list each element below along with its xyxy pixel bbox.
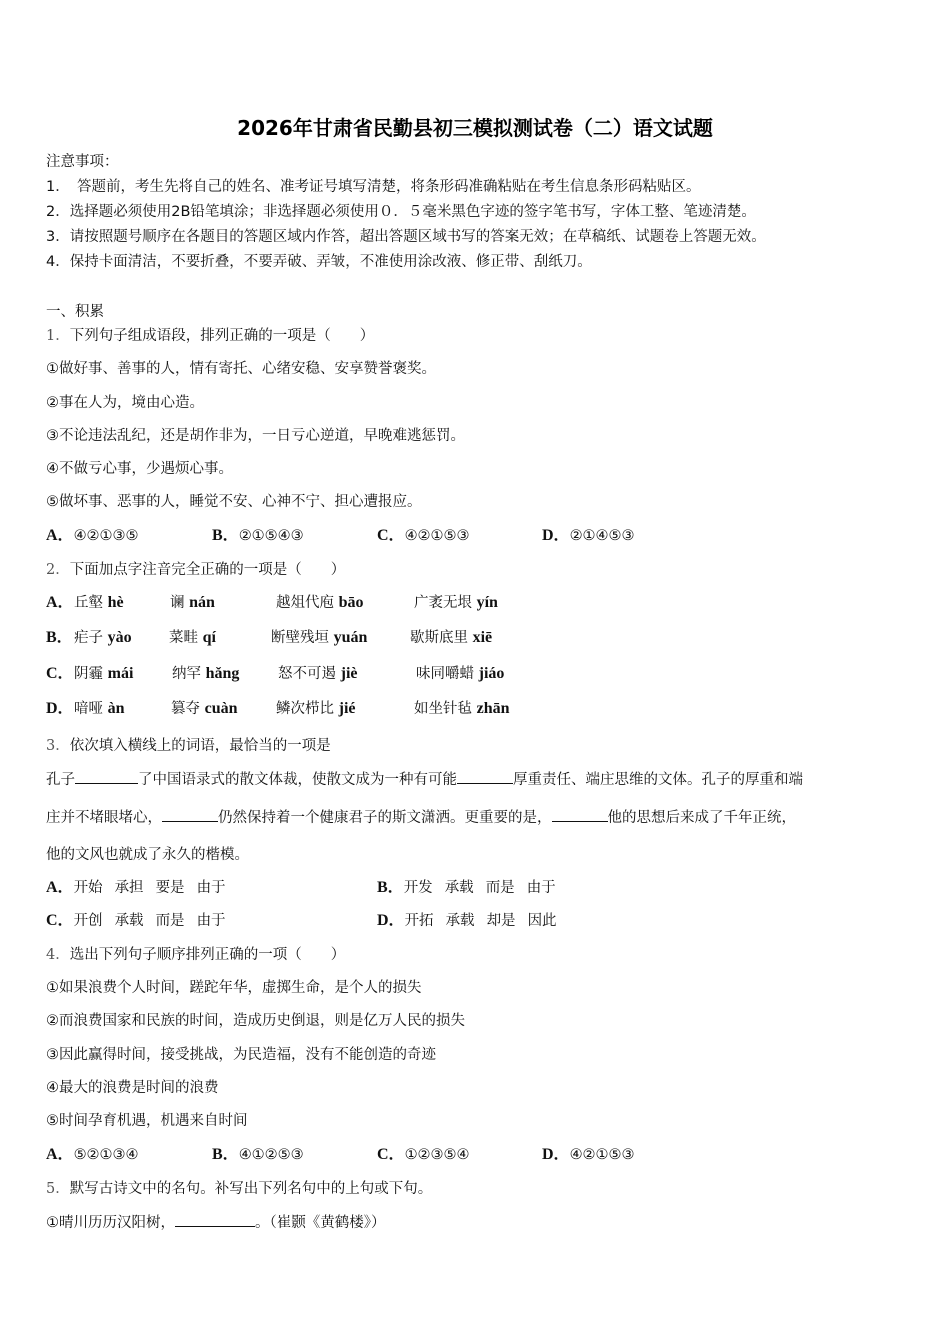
question-2-stem — [46, 560, 345, 580]
question-text: 下面加点字注音完全正确的一项是（ ） — [69, 562, 346, 578]
q3-passage-line-3: 他的文风也就成了永久的楷模。 — [46, 847, 249, 863]
question-number: 3． — [46, 738, 70, 754]
fill-blank-5[interactable] — [175, 1212, 255, 1227]
question-text: 选出下列句子顺序排列正确的一项（ ） — [69, 947, 346, 963]
q2-option-b-item-1: 疟子 yào — [74, 629, 132, 646]
q1-sentence-3: ③不论违法乱纪，还是胡作非为，一日亏心逆道，早晚难逃惩罚。 — [46, 428, 465, 444]
q2-option-b-item-3: 断壁残垣 yuán — [271, 629, 368, 646]
q2-option-c-item-4: 味同嚼蜡 jiáo — [416, 665, 505, 682]
q2-option-d-item-3: 鳞次栉比 jié — [276, 700, 356, 717]
q1-sentence-4: ④不做亏心事，少遇烦心事。 — [46, 461, 233, 477]
q2-option-d-item-1: 喑哑 àn — [74, 700, 125, 717]
q4-sentence-3: ③因此赢得时间，接受挑战，为民造福，没有不能创造的奇迹 — [46, 1047, 436, 1063]
q1-sentence-2: ②事在人为，境由心造。 — [46, 395, 204, 411]
q2-option-a-item-3: 越俎代庖 bāo — [276, 594, 364, 611]
fill-blank-4[interactable] — [552, 807, 608, 822]
q2-option-c-item-3: 怒不可遏 jiè — [278, 665, 358, 682]
question-text: 下列句子组成语段，排列正确的一项是（ ） — [69, 328, 375, 344]
q1-option-b[interactable]: B．②①⑤④③ — [212, 527, 304, 544]
fill-blank-1[interactable] — [75, 769, 138, 784]
q2-option-a-letter[interactable]: A． — [46, 594, 74, 611]
question-5-stem — [46, 1179, 432, 1199]
q4-option-a[interactable]: A．⑤②①③④ — [46, 1146, 139, 1163]
q4-option-d[interactable]: D．④②①⑤③ — [542, 1146, 635, 1163]
q4-sentence-4: ④最大的浪费是时间的浪费 — [46, 1080, 219, 1096]
q1-option-d[interactable]: D．②①④⑤③ — [542, 527, 635, 544]
q2-option-a-item-1: 丘壑 hè — [74, 594, 124, 611]
question-number: 5． — [46, 1181, 70, 1197]
q3-passage-line-2: 庄并不堵眼堵心， 仍然保持着一个健康君子的斯文潇洒。更重要的是， 他的思想后来成了千年正统， — [46, 807, 796, 828]
q2-option-c-item-2: 纳罕 hǎng — [172, 665, 240, 682]
q1-option-c[interactable]: C．④②①⑤③ — [377, 527, 470, 544]
q2-option-d-letter[interactable]: D． — [46, 700, 74, 717]
q2-option-a-item-4: 广袤无垠 yín — [414, 594, 498, 611]
q2-option-d-item-4: 如坐针毡 zhān — [414, 700, 510, 717]
q3-option-a[interactable]: A．开始 承担 要是 由于 — [46, 879, 226, 896]
question-text: 依次填入横线上的词语，最恰当的一项是 — [69, 738, 331, 754]
question-number: 1． — [46, 328, 70, 344]
question-number: 2． — [46, 562, 70, 578]
q1-sentence-1: ①做好事、善事的人，情有寄托、心绪安稳、安享赞誉褒奖。 — [46, 361, 436, 377]
question-1-stem — [46, 326, 374, 346]
q2-option-a-item-2: 谰 nán — [170, 594, 215, 611]
q2-option-c-item-1: 阴霾 mái — [74, 665, 134, 682]
section-heading: 一、积累 — [46, 304, 104, 320]
q4-option-c[interactable]: C．①②③⑤④ — [377, 1146, 470, 1163]
notice-heading: 注意事项： — [46, 154, 119, 170]
question-number: 4． — [46, 947, 70, 963]
question-text: 默写古诗文中的名句。补写出下列名句中的上句或下句。 — [69, 1181, 433, 1197]
q1-sentence-5: ⑤做坏事、恶事的人，睡觉不安、心神不宁、担心遭报应。 — [46, 494, 422, 510]
notice-item-2: 2．选择题必须使用2B铅笔填涂；非选择题必须使用０．５毫米黑色字迹的签字笔书写，字体工整、笔迹清楚。 — [46, 204, 756, 220]
notice-item-4: 4．保持卡面清洁，不要折叠，不要弄破、弄皱，不准使用涂改液、修正带、刮纸刀。 — [46, 254, 592, 270]
q2-option-b-item-2: 菜畦 qí — [169, 629, 216, 646]
question-4-stem — [46, 945, 345, 965]
q2-option-d-item-2: 篡夺 cuàn — [171, 700, 238, 717]
page-title: 2026年甘肃省民勤县初三模拟测试卷（二）语文试题 — [237, 116, 713, 140]
question-3-stem — [46, 736, 331, 756]
q1-option-a[interactable]: A．④②①③⑤ — [46, 527, 139, 544]
q5-item-1: ①晴川历历汉阳树， 。（崔颢《黄鹤楼》） — [46, 1212, 386, 1233]
q4-sentence-5: ⑤时间孕育机遇，机遇来自时间 — [46, 1113, 248, 1129]
q3-option-c[interactable]: C．开创 承载 而是 由于 — [46, 912, 226, 929]
fill-blank-3[interactable] — [162, 807, 218, 822]
fill-blank-2[interactable] — [457, 769, 513, 784]
q2-option-b-letter[interactable]: B． — [46, 629, 73, 646]
q2-option-c-letter[interactable]: C． — [46, 665, 74, 682]
q4-sentence-2: ②而浪费国家和民族的时间，造成历史倒退，则是亿万人民的损失 — [46, 1013, 465, 1029]
notice-item-3: 3．请按照题号顺序在各题目的答题区域内作答，超出答题区域书写的答案无效；在草稿纸、试题卷上答题无效。 — [46, 229, 766, 245]
q4-sentence-1: ①如果浪费个人时间，蹉跎年华，虚掷生命，是个人的损失 — [46, 980, 422, 996]
notice-item-1: 1． 答题前，考生先将自己的姓名、准考证号填写清楚，将条形码准确粘贴在考生信息条形码粘贴区。 — [46, 179, 701, 195]
q3-passage-line-1: 孔子 了中国语录式的散文体裁，使散文成为一种有可能 厚重责任、端庄思维的文体。孔子的厚重和端 — [46, 769, 803, 790]
q4-option-b[interactable]: B．④①②⑤③ — [212, 1146, 304, 1163]
q3-option-b[interactable]: B．开发 承载 而是 由于 — [377, 879, 556, 896]
q3-option-d[interactable]: D．开拓 承载 却是 因此 — [377, 912, 557, 929]
q2-option-b-item-4: 歇斯底里 xiē — [410, 629, 493, 646]
